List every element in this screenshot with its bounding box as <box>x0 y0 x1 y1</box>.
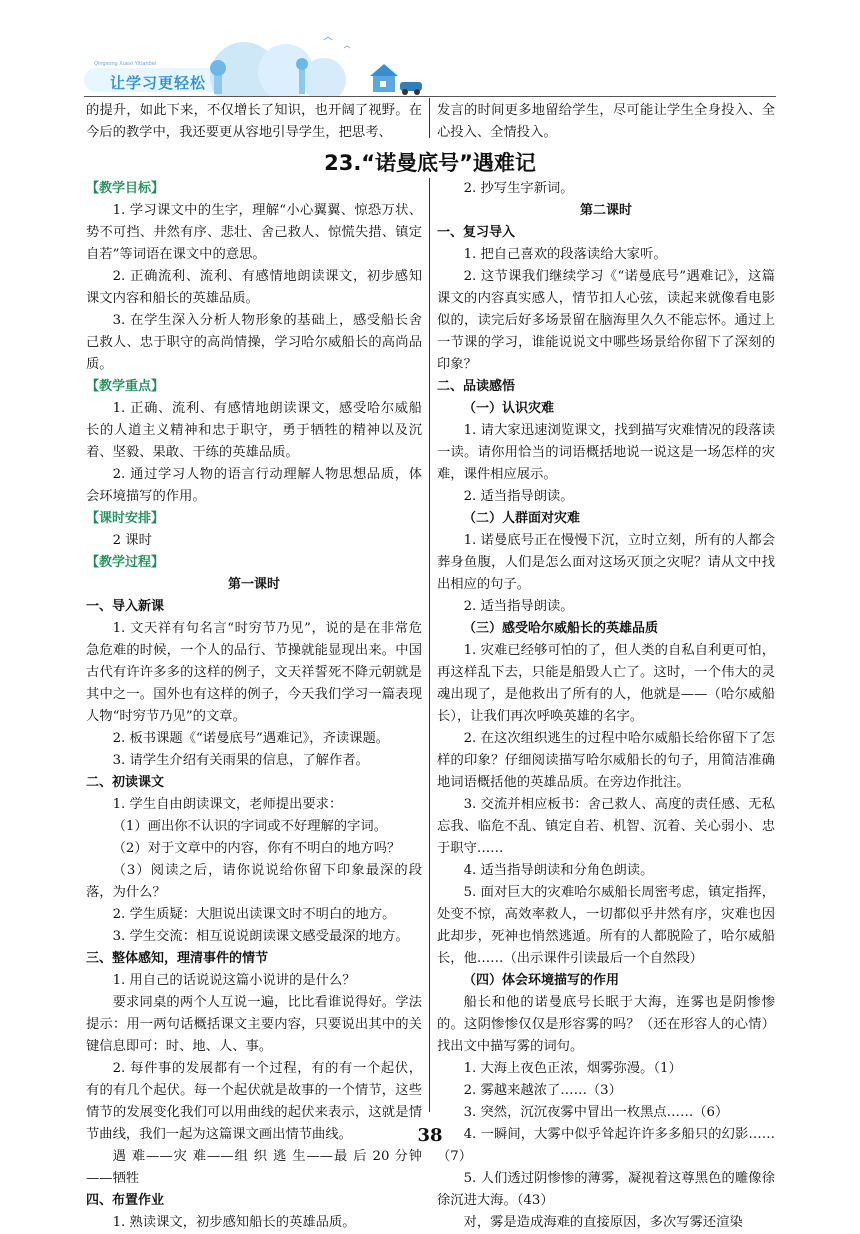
list-item: 4. 适当指导朗读和分角色朗读。 <box>463 863 654 878</box>
period-two-heading: 第二课时 <box>579 203 632 218</box>
goals-tag: 【教学目标】 <box>86 181 165 196</box>
list-item: 2. 在这次组织逃生的过程中哈尔威船长给你留下了怎样的印象？仔细阅读描写哈尔威船长的句子，用简洁准确地词语概括他的英雄品质。在旁边作批注。 <box>437 731 775 790</box>
time-text: 2 课时 <box>112 533 152 548</box>
list-item: 5. 人们透过阴惨惨的薄雾，凝视着这尊黑色的雕像徐徐沉进大海。（43） <box>437 1171 775 1208</box>
subsection-heading: （二）人群面对灾难 <box>463 511 581 526</box>
section-heading: 一、复习导入 <box>437 225 516 240</box>
header-banner <box>84 28 424 100</box>
list-item: 4. 一瞬间，大雾中似乎耸起许许多多船只的幻影……（7） <box>437 1127 775 1164</box>
column-divider <box>429 178 430 1112</box>
goal-item: 2. 正确流利、流利、有感情地朗读课文，初步感知课文内容和船长的英雄品质。 <box>86 269 422 306</box>
list-item: 3. 交流并相应板书：舍己救人、高度的责任感、无私忘我、临危不乱、镇定自若、机智、沉着、关心弱小、忠于职守…… <box>437 797 775 856</box>
left-column <box>86 178 422 1234</box>
subsection-heading: （三）感受哈尔威船长的英雄品质 <box>463 621 659 636</box>
subsection-heading: （一）认识灾难 <box>463 401 555 416</box>
list-item: 1. 请大家迅速浏览课文，找到描写灾难情况的段落读一读。请你用恰当的词语概括地说一说这是一场怎样的灾难，课件相应展示。 <box>437 423 775 482</box>
list-item: 2. 雾越来越浓了……（3） <box>463 1083 622 1098</box>
list-item: 2. 这节课我们继续学习《“诺曼底号”遇难记》，这篇课文的内容真实感人，情节扣人心弦，读起来就像看电影似的，读完后好多场景留在脑海里久久不能忘怀。通过上一节课的学习，谁能说说文中哪些场景给你留下了深刻的印象？ <box>437 269 775 372</box>
list-item: 3. 请学生介绍有关雨果的信息，了解作者。 <box>112 753 369 768</box>
logo-text: 让学习更轻松 <box>110 74 207 92</box>
carryover-right <box>437 100 775 144</box>
list-item: 1. 大海上夜色正浓，烟雾弥漫。（1） <box>463 1061 682 1076</box>
header-rule <box>84 96 776 97</box>
list-item: 1. 把自己喜欢的段落读给大家听。 <box>463 247 667 262</box>
focus-item: 1. 正确、流利、有感情地朗读课文，感受哈尔威船长的人道主义精神和忠于职守，勇于牺牲的精神以及沉着、坚毅、果敢、干练的英雄品质。 <box>86 401 422 460</box>
list-item: 要求同桌的两个人互说一遍，比比看谁说得好。学法提示：用一两句话概括课文主要内容，只要说出其中的关键信息即可：时、地、人、事。 <box>86 995 422 1054</box>
section-heading: 一、导入新课 <box>86 599 165 614</box>
section-heading: 三、整体感知，理清事件的情节 <box>86 951 269 966</box>
carryover-left-text: 的提升，如此下来，不仅增长了知识，也开阔了视野。在今后的教学中，我还要更从容地引导学生，把思考、 <box>86 103 422 140</box>
list-item: （1）画出你不认识的字词或不好理解的字词。 <box>112 819 387 834</box>
list-item: 2. 抄写生字新词。 <box>463 181 574 196</box>
focus-item: 2. 通过学习人物的语言行动理解人物思想品质，体会环境描写的作用。 <box>86 467 422 504</box>
list-item: 1. 文天祥有句名言“时穷节乃见”，说的是在非常危急危难的时候，一个人的品行、节操就能显现出来。中国古代有许许多多的这样的例子，文天祥誓死不降元朝就是其中之一。国外也有这样的例子，今天我们学习一篇表现人物“时穷节乃见”的文章。 <box>86 621 422 724</box>
goal-item: 1. 学习课文中的生字，理解“小心翼翼、惊恐万状、势不可挡、井然有序、悲壮、舍己救人、惊慌失措、镇定自若”等词语在课文中的意思。 <box>86 203 422 262</box>
list-item: （2）对于文章中的内容，你有不明白的地方吗？ <box>112 841 401 856</box>
focus-tag: 【教学重点】 <box>86 379 165 394</box>
list-item: 5. 面对巨大的灾难哈尔威船长周密考虑，镇定指挥，处变不惊，高效率救人，一切都似乎井然有序，灾难也因此却步，死神也悄然逃遁。所有的人都脱险了，哈尔威船长，他……（出示课件引读最后一个自然段） <box>437 885 775 966</box>
page-number: 38 <box>417 1125 443 1146</box>
list-item: 3. 学生交流：相互说说朗读课文感受最深的地方。 <box>112 929 409 944</box>
list-item: 1. 诺曼底号正在慢慢下沉，立时立刻，所有的人都会葬身鱼腹，人们是怎么面对这场灭顶之灾呢？请从文中找出相应的句子。 <box>437 533 775 592</box>
list-item: 1. 熟读课文，初步感知船长的英雄品质。 <box>112 1215 356 1230</box>
list-item: （3）阅读之后，请你说说给你留下印象最深的段落，为什么？ <box>86 863 422 900</box>
list-item: 2. 适当指导朗读。 <box>463 599 574 614</box>
list-item: 2. 板书课题《“诺曼底号”遇难记》，齐读课题。 <box>112 731 390 746</box>
list-item: 船长和他的诺曼底号长眠于大海，连雾也是阴惨惨的。这阴惨惨仅仅是形容雾的吗？（还在形容人的心情）找出文中描写雾的词句。 <box>437 995 775 1054</box>
list-item: 对，雾是造成海难的直接原因，多次写雾还渲染 <box>463 1215 743 1230</box>
list-item: 3. 突然，沉沉夜雾中冒出一枚黑点……（6） <box>463 1105 729 1120</box>
section-heading: 四、布置作业 <box>86 1193 165 1208</box>
process-tag: 【教学过程】 <box>86 555 165 570</box>
period-one-heading: 第一课时 <box>227 577 280 592</box>
list-item: 1. 灾难已经够可怕的了，但人类的自私自利更可怕，再这样乱下去，只能是船毁人亡了。这时，一个伟大的灵魂出现了，是他救出了所有的人，他就是——（哈尔威船长），让我们再次呼唤英雄的名字。 <box>437 643 775 724</box>
carryover-right-text: 发言的时间更多地留给学生，尽可能让学生全身投入、全心投入、全情投入。 <box>437 103 775 140</box>
lesson-title: 23.“诺曼底号”遇难记 <box>324 151 536 175</box>
time-tag: 【课时安排】 <box>86 511 165 526</box>
scenery-illustration <box>174 28 424 96</box>
list-item: 1. 用自己的话说说这篇小说讲的是什么？ <box>112 973 356 988</box>
goal-item: 3. 在学生深入分析人物形象的基础上，感受船长舍己救人、忠于职守的高尚情操，学习哈尔威船长的高尚品质。 <box>86 313 422 372</box>
list-item: 2. 每件事的发展都有一个过程，有的有一个起伏，有的有几个起伏。每一个起伏就是故事的一个情节，这些情节的发展变化我们可以用曲线的起伏来表示，这就是情节曲线，我们一起为这篇课文画出情节曲线。 <box>86 1061 422 1142</box>
plot-curve: 遇 难——灾 难——组 织 逃 生——最 后 20 分钟——牺牲 <box>86 1149 422 1186</box>
logo-pinyin: Qingsong Xuexi Yitianbei <box>94 61 157 67</box>
section-heading: 二、初读课文 <box>86 775 165 790</box>
section-heading: 二、品读感悟 <box>437 379 516 394</box>
top-column-divider <box>429 98 430 138</box>
list-item: 2. 适当指导朗读。 <box>463 489 574 504</box>
list-item: 1. 学生自由朗读课文，老师提出要求： <box>112 797 343 812</box>
subsection-heading: （四）体会环境描写的作用 <box>463 973 620 988</box>
carryover-left <box>86 100 422 144</box>
list-item: 2. 学生质疑：大胆说出读课文时不明白的地方。 <box>112 907 396 922</box>
right-column <box>437 178 775 1234</box>
